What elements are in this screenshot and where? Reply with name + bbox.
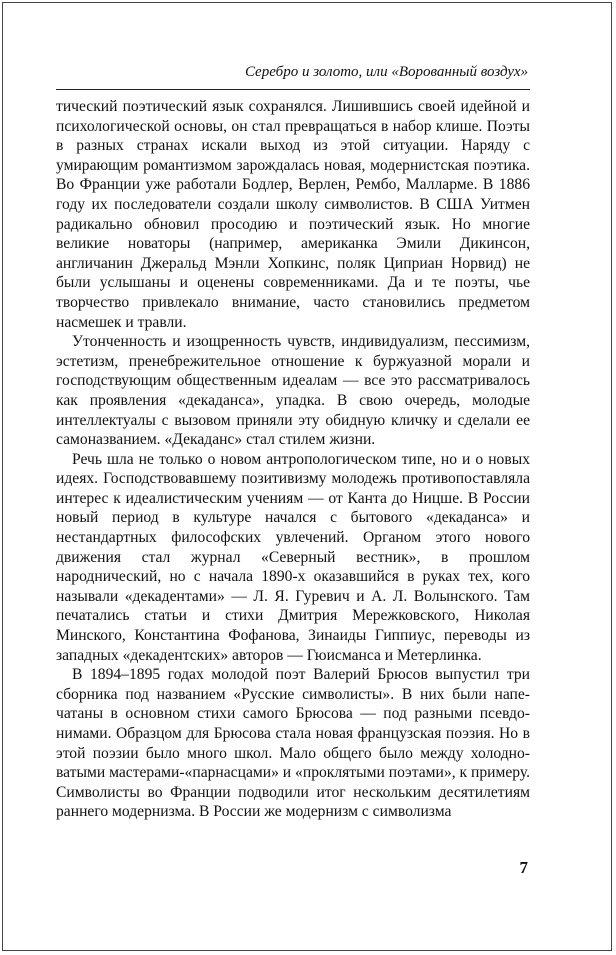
paragraph-3: Речь шла не только о новом антропологическом типе, но и о новых идеях. Господствовавшему позитивизму молодежь противопоставляла интерес к идеалистическим учениям — от Канта до Ницше. В России новый период в культуре начался с бытового «декаданса» и нестандартных философских увлечений. Органом этого нового движения стал журнал «Северный вестник», в прошлом народнический, но с начала 1890-х оказавшийся в руках тех, кого называли «декадентами» — Л. Я. Гуревич и А. Л. Волынского. Там печатались статьи и стихи Дмитрия Мережковского, Николая Минского, Константина Фофанова, Зинаиды Гиппиус, переводы из западных «декадентских» авторов — Гюисманса и Метерлинка.: [56, 450, 530, 664]
page-number: 7: [519, 858, 528, 877]
paragraph-4: В 1894–1895 годах молодой поэт Валерий Брюсов выпустил три сборника под названием «Русские символисты». В них были напечатаны в основном стихи самого Брюсова — под разными псевдонимами. Образцом для Брюсова стала новая французская поэзия. Но в этой поэзии было много школ. Мало общего было между холодноватыми мастерами-«парнасцами» и «проклятыми поэтами», к примеру. Символисты во Франции подводили итог нескольким десятилетиям раннего модернизма. В России же модернизм с символизма: [56, 666, 530, 821]
running-header: Серебро и золото, или «Ворованный воздух»: [244, 64, 528, 80]
header-rule: [56, 89, 530, 90]
paragraph-2: Утонченность и изощренность чувств, индивидуализм, пессимизм, эстетизм, пренебрежительное отношение к буржуазной морали и господствующим общественным идеалам — все это рассматривалось как проявления «декаданса», упадка. В свою очередь, молодые интеллектуалы с вызовом приняли эту обидную кличку и сделали ее самоназванием. «Декаданс» стал стилем жизни.: [56, 333, 530, 449]
paragraph-1: тический поэтический язык сохранялся. Лишившись своей идейной и психологической основы, он стал превращаться в набор клише. Поэты в разных странах искали выход из этой ситуации. Наряду с умирающим романтизмом зарождалась новая, модернистская поэтика. Во Франции уже работали Бодлер, Верлен, Рембо, Малларме. В 1886 году их последователи создали школу символистов. В США Уитмен радикально обновил просодию и поэтический язык. Но многие великие новаторы (например, американка Эмили Дикинсон, англичанин Джеральд Мэнли Хопкинс, поляк Циприан Норвид) не были услышаны и оценены современниками. Да и те поэты, чье творчество привлекало внимание, часто становились предметом насмешек и травли.: [56, 98, 530, 331]
body-text: [56, 97, 530, 822]
